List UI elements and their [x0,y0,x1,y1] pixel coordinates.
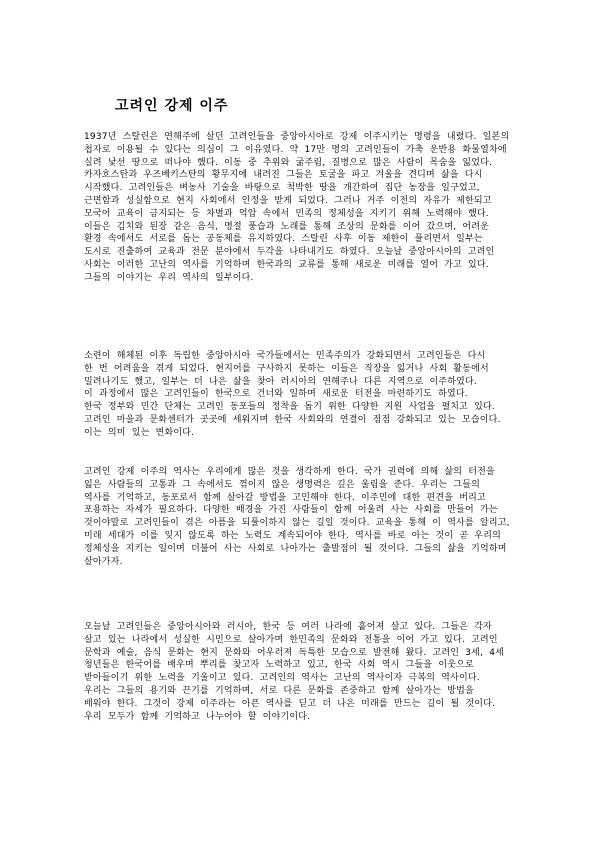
paragraph-line: 사회는 이러한 고난의 역사를 기억하며 한국과의 교류를 통해 새로운 미래를 열어 가고 있다. [84,259,489,270]
paragraph-line: 카자흐스탄과 우즈베키스탄의 황무지에 내려진 그들은 토굴을 파고 겨울을 견디며 삶을 다시 [84,170,483,181]
paragraph-line: 오늘날 고려인들은 중앙아시아와 러시아, 한국 등 여러 나라에 흩어져 살고 있다. 그들은 각자 [84,622,492,632]
paragraph-line: 한 번 어려움을 겪게 되었다. 현지어를 구사하지 못하는 이들은 직장을 잃거나 사회 활동에서 [84,363,489,374]
paragraph-line: 도시로 진출하여 교육과 전문 분야에서 두각을 나타내기도 하였다. 오늘날 중앙아시아의 고려인 [84,247,495,258]
paragraph-line: 이 과정에서 많은 고려인들이 한국으로 건너와 일하며 새로운 터전을 마련하기도 하였다. [84,389,468,400]
paragraph-line: 고려인 마을과 문화센터가 곳곳에 세워지며 한국 사회와의 연결이 점점 강화되고 있는 모습이다. [84,414,501,425]
paragraph-line: 이들은 김치와 된장 같은 음식, 명절 풍습과 노래를 통해 조상의 문화를 이어 갔으며, 어려운 [84,221,490,232]
paragraph-line: 포용하는 자세가 필요하다. 다양한 배경을 가진 사람들이 함께 어울려 사는 사회를 만들어 가는 [84,505,498,516]
paragraph-line: 한국 정부와 민간 단체는 고려인 동포들의 정착을 돕기 위한 다양한 지원 사업을 펼치고 있다. [84,402,495,413]
paragraph-line: 정체성을 지키는 일이며 더불어 사는 사회로 나아가는 출발점이 될 것이다. 그들의 삶을 기억하며 [84,543,507,554]
paragraph-3 [84,466,512,568]
paragraph-line: 문학과 예술, 음식 문화는 현지 문화와 어우러져 독특한 모습으로 발전해 왔다. 고려인 3세, 4세 [84,647,505,658]
paragraph-line: 1937년 스탈린은 연해주에 살던 고려인들을 중앙아시아로 강제 이주시키는 명령을 내렸다. 일본의 [84,132,510,142]
paragraph-line: 청년들은 한국어를 배우며 뿌리를 찾고자 노력하고 있고, 한국 사회 역시 그들을 이웃으로 [84,660,474,671]
paragraph-line: 밀려나기도 했고, 일부는 더 나은 삶을 찾아 러시아의 연해주나 다른 지역으로 이주하였다. [84,376,477,387]
paragraph-line: 우리는 그들의 용기와 끈기를 기억하며, 서로 다른 문화를 존중하고 함께 살아가는 방법을 [84,685,474,696]
paragraph-line: 그들의 이야기는 우리 역사의 일부이다. [84,272,254,283]
paragraph-line: 환경 속에서도 서로를 돕는 공동체를 유지하였다. 스탈린 사후 이동 제한이 풀리면서 일부는 [84,234,483,245]
paragraph-1 [84,131,512,285]
paragraph-line: 살아가자. [84,556,123,567]
paragraph-line: 소련이 해체된 이후 독립한 중앙아시아 국가들에서는 민족주의가 강화되면서 고려인들은 다시 [84,351,486,361]
paragraph-line: 살고 있는 나라에서 성실한 시민으로 살아가며 한민족의 문화와 전통을 이어 가고 있다. 고려인 [84,634,498,645]
paragraph-line: 시작했다. 고려인들은 벼농사 기술을 바탕으로 척박한 땅을 개간하여 집단 농장을 일구었고, [84,183,480,194]
paragraph-line: 우리 모두가 함께 기억하고 나누어야 할 이야기이다. [84,711,311,722]
paragraph-line: 역사를 기억하고, 동포로서 함께 살아갈 방법을 고민해야 한다. 이주민에 대한 편견을 버리고 [84,492,486,503]
paragraph-line: 실려 낯선 땅으로 떠나야 했다. 이동 중 추위와 굶주림, 질병으로 많은 사람이 목숨을 잃었다. [84,157,493,168]
paragraph-line: 첩자로 이용될 수 있다는 의심이 그 이유였다. 약 17만 명의 고려인들이 가축 운반용 화물열차에 [84,144,507,155]
document-title: 고려인 강제 이주 [115,98,229,114]
paragraph-line: 모국어 교육이 금지되는 등 차별과 억압 속에서 민족의 정체성을 지키기 위해 노력해야 했다. [84,208,489,219]
paragraph-line: 근면함과 성실함으로 현지 사회에서 인정을 받게 되었다. 그러나 거주 이전의 자유가 제한되고 [84,195,492,206]
paragraph-2 [84,350,512,440]
paragraph-line: 것이야말로 고려인들이 겪은 아픔을 되풀이하지 않는 길일 것이다. 교육을 통해 이 역사를 알리고, [84,518,510,529]
paragraph-4 [84,621,512,723]
paragraph-line: 받아들이기 위한 노력을 기울이고 있다. 고려인의 역사는 고난의 역사이자 극복의 역사이다. [84,673,480,684]
paragraph-line: 미래 세대가 이를 잊지 않도록 하는 노력도 계속되어야 한다. 역사를 바로 아는 것이 곧 우리의 [84,530,501,541]
paragraph-line: 고려인 강제 이주의 역사는 우리에게 많은 것을 생각하게 한다. 국가 권력에 의해 삶의 터전을 [84,467,495,477]
paragraph-line: 잃은 사람들의 고통과 그 속에서도 꺾이지 않은 생명력은 깊은 울림을 준다. 우리는 그들의 [84,479,480,490]
paragraph-line: 이는 의미 있는 변화이다. [84,427,195,438]
paragraph-line: 배워야 한다. 그것이 강제 이주라는 아픈 역사를 딛고 더 나은 미래를 만드는 길이 될 것이다. [84,698,496,709]
